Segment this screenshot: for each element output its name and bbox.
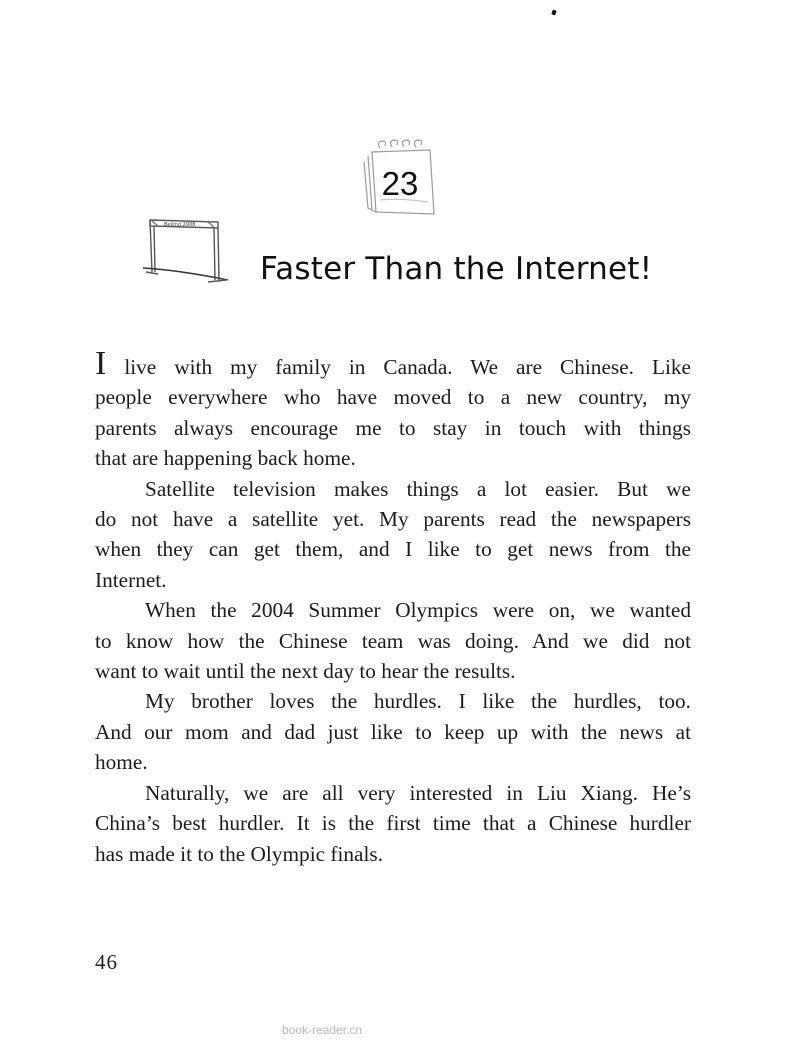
text-line: And our mom and dad just like to keep up with the news at bbox=[95, 719, 691, 744]
watermark: book-reader.cn bbox=[282, 1023, 363, 1037]
text-line: to know how the Chinese team was doing. And we did not bbox=[95, 628, 691, 653]
page-number: 46 bbox=[95, 950, 118, 974]
svg-text:Beijing 2008: Beijing 2008 bbox=[164, 222, 196, 228]
text-line: Satellite television makes things a lot easier. But we bbox=[145, 476, 691, 501]
text-line: Internet. bbox=[95, 567, 167, 592]
text-line: live with my family in Canada. We are Chinese. Like bbox=[106, 355, 691, 379]
chapter-body bbox=[95, 345, 691, 869]
chapter-number: 23 bbox=[381, 165, 419, 202]
paragraph bbox=[95, 345, 691, 474]
text-line: Naturally, we are all very interested in Liu Xiang. He’s bbox=[145, 780, 691, 805]
text-line: China’s best hurdler. It is the first time that a Chinese hurdler bbox=[95, 811, 691, 836]
text-line: want to wait until the next day to hear the results. bbox=[95, 659, 516, 684]
hurdle-illustration-icon bbox=[138, 210, 238, 285]
text-line: has made it to the Olympic finals. bbox=[95, 841, 384, 866]
text-line: people everywhere who have moved to a new country, my bbox=[95, 385, 691, 410]
paragraph bbox=[95, 474, 691, 596]
text-line: do not have a satellite yet. My parents read the newspapers bbox=[95, 507, 691, 532]
paragraph bbox=[95, 595, 691, 686]
text-line: home. bbox=[95, 750, 148, 775]
paragraph bbox=[95, 686, 691, 777]
text-line: My brother loves the hurdles. I like the hurdles, too. bbox=[145, 689, 691, 714]
scan-speck bbox=[551, 9, 556, 15]
chapter-title: Faster Than the Internet! bbox=[260, 251, 653, 287]
text-line: When the 2004 Summer Olympics were on, we wanted bbox=[145, 598, 691, 623]
drop-cap: I bbox=[95, 345, 107, 382]
text-line: that are happening back home. bbox=[95, 446, 356, 471]
paragraph bbox=[95, 778, 691, 869]
text-line: when they can get them, and I like to get news from the bbox=[95, 537, 691, 562]
text-line: parents always encourage me to stay in touch with things bbox=[95, 415, 691, 440]
